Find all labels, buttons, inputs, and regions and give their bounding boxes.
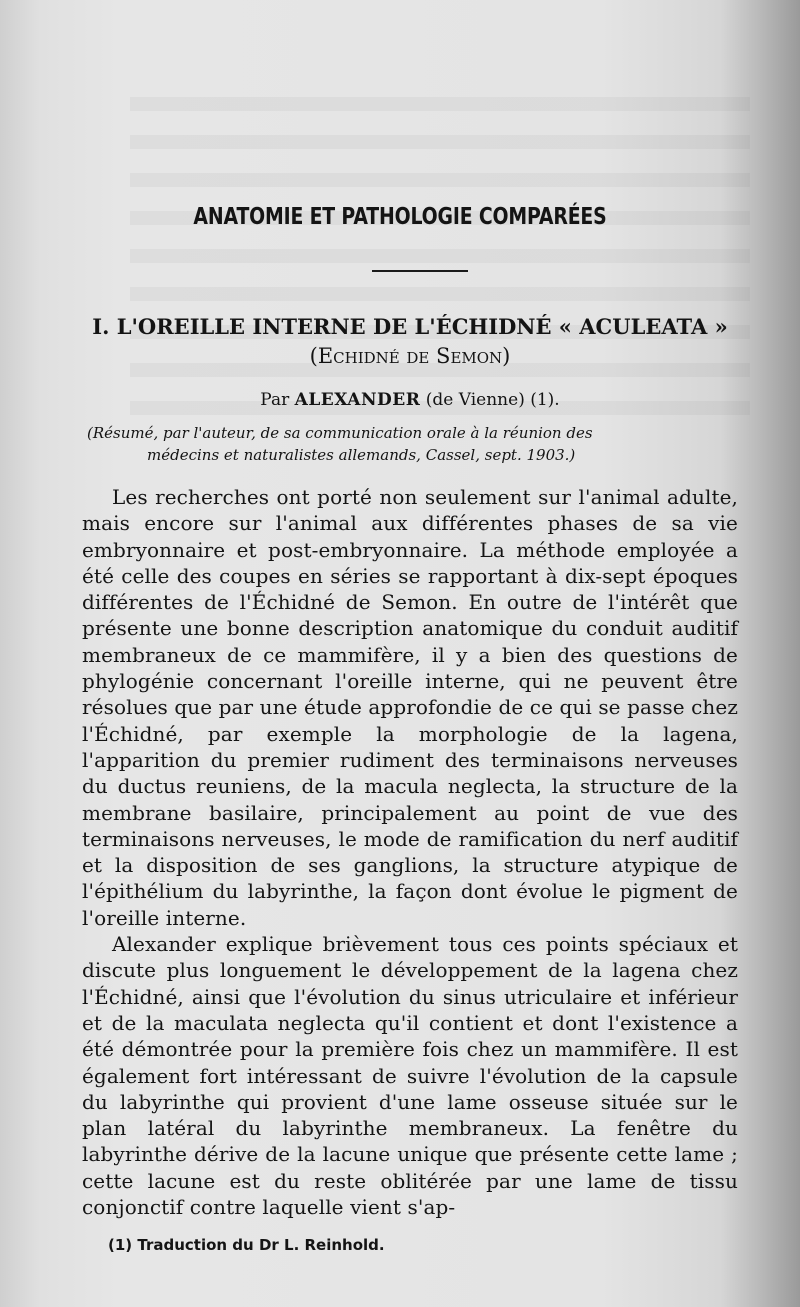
- author-name: ALEXANDER: [294, 390, 421, 410]
- article-body: [82, 484, 738, 1220]
- body-paragraph-1: Les recherches ont porté non seulement sur l'animal adulte, mais encore sur l'animal aux différentes phases de sa vie embryonnaire et post-embryonnaire. La méthode employée a été celle des coupes en séries se rapportant à dix-sept époques différentes de l'Échidné de Semon. En outre de l'intérêt que présente une bonne description anatomique du conduit auditif membraneux de ce mammifère, il y a bien des questions de phylogénie concernant l'oreille interne, qui ne peuvent être résolues que par une étude approfondie de ce qui se passe chez l'Échidné, par exemple la morphologie de la lagena, l'apparition du premier rudiment des terminaisons nerveuses du ductus reuniens, de la macula neglecta, la structure de la membrane basilaire, principalement au point de vue des terminaisons nerveuses, le mode de ramification du nerf auditif et la disposition de ses ganglions, la structure atypique de l'épithélium du labyrinthe, la façon dont évolue le pigment de l'oreille interne.: [82, 485, 738, 930]
- body-paragraph-2: Alexander explique brièvement tous ces points spéciaux et discute plus longuement le développement de la lagena chez l'Échidné, ainsi que l'évolution du sinus utriculaire et inférieur et de la maculata neglecta qu'il contient et dont l'existence a été démontrée pour la première fois chez un mammifère. Il est également fort intéressant de suivre l'évolution de la capsule du labyrinthe qui provient d'une lame osseuse située sur le plan latéral du labyrinthe membraneux. La fenêtre du labyrinthe dérive de la lacune unique que présente cette lame ; cette lacune est du reste oblitérée par une lame de tissu conjonctif contre laquelle vient s'ap-: [82, 932, 738, 1220]
- summary-line-1: (Résumé, par l'auteur, de sa communication orale à la réunion des: [87, 424, 593, 442]
- byline-prefix: Par: [260, 390, 290, 410]
- author-affiliation: (de Vienne) (1).: [425, 390, 560, 410]
- section-title: ANATOMIE ET PATHOLOGIE COMPARÉES: [193, 204, 607, 230]
- article-heading: I. L'OREILLE INTERNE DE L'ÉCHIDNÉ « ACULEATA »: [92, 314, 728, 339]
- summary-line-2: médecins et naturalistes allemands, Cassel, sept. 1903.): [147, 446, 576, 464]
- footnote: (1) Traduction du Dr L. Reinhold.: [108, 1236, 385, 1254]
- article-subtitle: (Echidné de Semon): [309, 344, 511, 368]
- byline: [90, 390, 730, 410]
- title-divider: [372, 270, 468, 272]
- summary-note: [87, 422, 738, 466]
